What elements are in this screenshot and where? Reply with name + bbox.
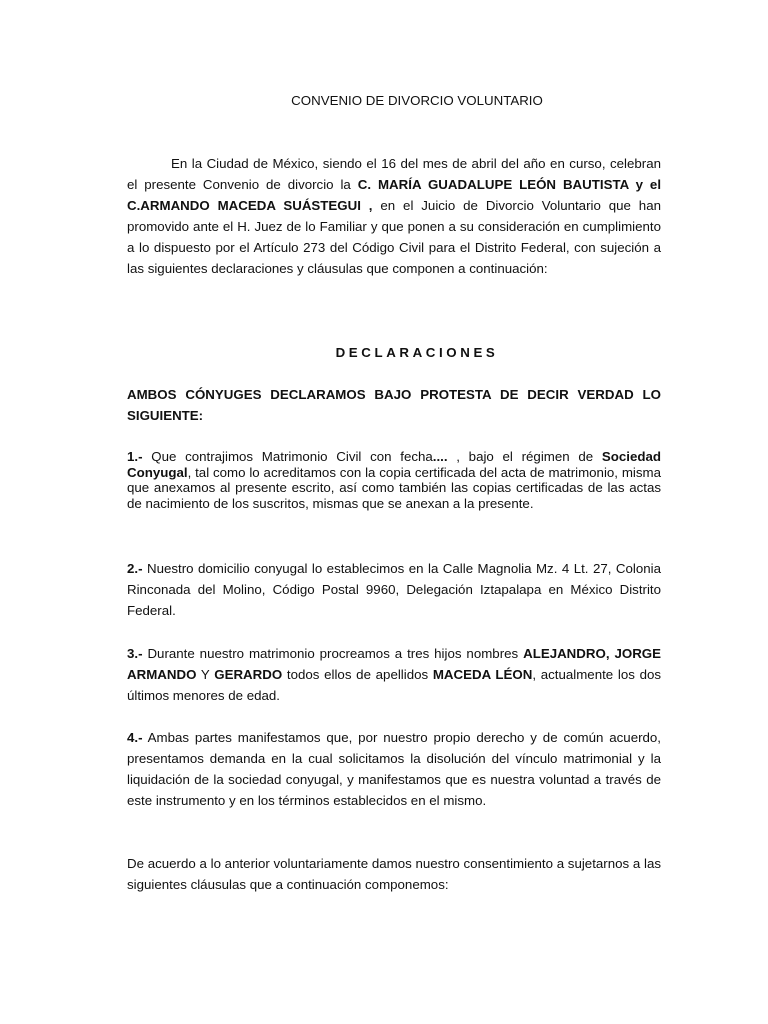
item-4-text: Ambas partes manifestamos que, por nuestro propio derecho y de común acuerdo, presentamos demanda en la cual solicitamos la disolución del vínculo matrimonial y la liquidación de la sociedad conyugal, y manifestamos que es nuestra voluntad a través de este instrumento y en los términos establecidos en el mismo. bbox=[127, 730, 661, 808]
item-1-text-a: Que contrajimos Matrimonio Civil con fecha bbox=[142, 449, 433, 464]
item-3-text-a: Durante nuestro matrimonio procreamos a tres hijos nombres bbox=[142, 646, 524, 661]
item-3-child-name: GERARDO bbox=[214, 667, 283, 682]
item-2-text: Nuestro domicilio conyugal lo establecimos en la Calle Magnolia Mz. 4 Lt. 27, Colonia Rinconada del Molino, Código Postal 9960, Delegación Iztapalapa en México Distrito Federal. bbox=[127, 561, 661, 618]
item-3-number: 3.- bbox=[127, 646, 143, 661]
document-title: CONVENIO DE DIVORCIO VOLUNTARIO bbox=[291, 93, 543, 108]
item-3-children-names: ALEJANDRO, JORGE ARMANDO bbox=[127, 646, 662, 682]
item-1-regime: Sociedad Conyugal bbox=[127, 449, 661, 480]
declaration-item-2 bbox=[127, 558, 661, 621]
item-1-text-b: , bajo el régimen de bbox=[447, 449, 602, 464]
item-1-date-dots: .... bbox=[432, 449, 448, 464]
declaration-item-3 bbox=[127, 643, 661, 706]
item-1-number: 1.- bbox=[127, 449, 143, 464]
declaraciones-heading: DECLARACIONES bbox=[335, 345, 499, 360]
item-3-text-b: todos ellos de apellidos bbox=[282, 667, 433, 682]
item-1-text-c: , tal como lo acreditamos con la copia certificada del acta de matrimonio, misma que anexamos al presente escrito, así como también las copias certificadas de las actas de nacimiento de los suscritos, mismas que se anexan a la presente. bbox=[127, 464, 661, 511]
item-3-conjunction: Y bbox=[196, 667, 215, 682]
item-2-number: 2.- bbox=[127, 561, 143, 576]
declaration-item-4 bbox=[127, 727, 661, 811]
intro-text-end: en el Juicio de Divorcio Voluntario que han promovido ante el H. Juez de lo Familiar y que ponen a su consideración en cumplimiento a lo dispuesto por el Artículo 273 del Código Civil para el Distrito Federal, con sujeción a las siguientes declaraciones y cláusulas que componen a continuación: bbox=[127, 198, 661, 276]
declaration-item-1 bbox=[127, 449, 661, 511]
item-3-surname: MACEDA LÉON bbox=[432, 667, 533, 682]
item-3-text-c: , actualmente los dos últimos menores de edad. bbox=[127, 667, 662, 703]
intro-text-start: En la Ciudad de México, siendo el 16 del mes de abril del año en curso, celebran el presente Convenio de divorcio la bbox=[127, 156, 661, 192]
item-4-number: 4.- bbox=[127, 730, 143, 745]
parties-names: C. MARÍA GUADALUPE LEÓN BAUTISTA y el C.ARMANDO MACEDA SUÁSTEGUI , bbox=[127, 177, 662, 213]
intro-paragraph bbox=[127, 153, 661, 279]
closing-paragraph: De acuerdo a lo anterior voluntariamente damos nuestro consentimiento a sujetarnos a las siguientes cláusulas que a continuación componemos: bbox=[127, 856, 661, 892]
ambos-statement: AMBOS CÓNYUGES DECLARAMOS BAJO PROTESTA DE DECIR VERDAD LO SIGUIENTE: bbox=[127, 387, 661, 423]
